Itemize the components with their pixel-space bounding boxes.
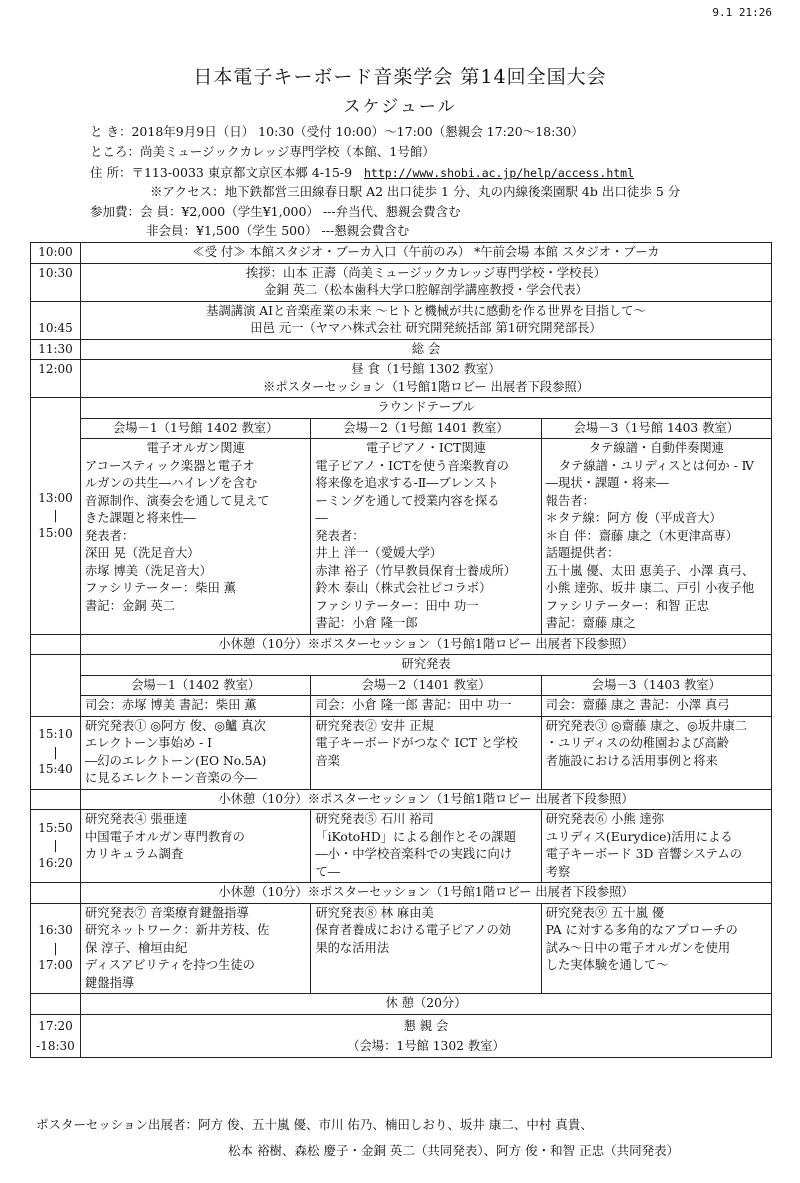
text-line: 深田 晃（洗足音大） [85,546,200,560]
venue-2: 会場－2（1号館 1401 教室） [311,418,541,439]
slot1-col2 [311,716,541,789]
time-cell: 10:00 [31,243,81,264]
time-start: 15:10 [38,727,73,742]
text-line: ―小・中学校音楽科での実践に向け [315,847,513,861]
roundtable-heading: ラウンドテーブル [81,398,772,419]
text-line: 将来像を追求する-Ⅱ―ブレンスト [315,476,499,490]
row-research-venues [31,675,772,696]
row-roundtable-heading [31,398,772,419]
greeting-line: 金銅 英二（松本歯科大学口腔解剖学講座教授・学会代表） [264,283,588,297]
text-line: 研究発表⑤ 石川 裕司 [315,812,434,826]
time-sep: | [53,838,58,853]
text-line: 果的な活用法 [315,940,390,955]
row-slot1 [31,716,772,789]
greeting-line: 挨拶：山本 正壽（尚美ミュージックカレッジ専門学校・学校長） [246,265,606,280]
text-line: 鈴木 泰山（株式会社ピコラボ） [315,581,492,595]
banquet-venue: （会場：1号館 1302 教室） [347,1038,505,1053]
roundtable-col1 [81,439,311,635]
schedule-table [30,242,772,1058]
keynote-cell [81,301,772,339]
text-line: 電子ピアノ・ICTを使う音楽教育の [315,458,509,473]
page-subtitle: スケジュール [343,97,457,117]
row-slot2 [31,810,772,883]
slot3-col2 [311,903,541,994]
info-date: と き：2018年9月9日（日） 10:30（受付 10:00）～17:00（懇親会 17:20～18:30） [90,124,584,139]
chair-2: 司会：小倉 隆一郎 書記：田中 功一 [311,696,541,717]
time-cell: 10:30 [31,263,81,301]
slot2-col2 [311,810,541,883]
text-line: 研究発表② 安井 正規 [315,718,434,733]
text-line: 研究発表④ 張亜達 [85,812,188,826]
research-heading: 研究発表 [81,655,772,676]
time-cell [31,789,81,810]
text-line: ルガンの共生―ハイレゾを含む [85,476,258,490]
row-general [31,339,772,360]
general-meeting: 総 会 [81,339,772,360]
time-cell: 12:00 [31,360,81,398]
row-slot3 [31,903,772,994]
text-line: ファシリテーター：田中 功一 [315,598,479,613]
text-line: PA に対する多角的なアプローチの [545,923,738,937]
info-url-link[interactable]: http://www.shobi.ac.jp/help/access.html [364,166,635,180]
reception-text: ≪受 付≫ 本館スタジオ・ブーカ入口（午前のみ） *午前会場 本館 スタジオ・ブーカ [81,243,772,264]
time-end: 15:40 [38,762,73,777]
text-line: 書記：金銅 英二 [85,598,175,613]
text-line: 保 淳子、檜垣由紀 [85,940,188,955]
time-sep: | [53,744,58,759]
text-line: 中国電子オルガン専門教育の [85,829,245,844]
venue-1: 会場－1（1号館 1402 教室） [81,418,311,439]
text-line: 話題提供者： [545,546,620,560]
text-line: 井上 洋一（愛媛大学） [315,546,443,560]
roundtable-col3 [541,439,771,635]
text-line: 赤津 裕子（竹早教員保育士養成所） [315,563,516,578]
greeting-cell [81,263,772,301]
text-line: 電子ピアノ・ICT関連 [366,441,486,455]
row-reception [31,243,772,264]
time-cell [31,994,81,1015]
text-line: 報告者： [545,493,595,508]
time-end: 15:00 [38,525,73,540]
slot1-col3 [541,716,771,789]
row-research-heading [31,655,772,676]
lunch-cell [81,360,772,398]
info-access: ※アクセス：地下鉄都営三田線春日駅 A2 出口徒歩 1 分、丸の内線後楽園駅 4b 出口徒歩 5 分 [150,184,681,199]
text-line: 試み～日中の電子オルガンを使用 [545,940,731,955]
page-title: 日本電子キーボード音楽学会 第14回全国大会 [193,66,607,88]
text-line: アコースティック楽器と電子オ [85,458,255,473]
slot2-col1 [81,810,311,883]
text-line: 小熊 達弥、坂井 康二、戸引 小夜子他 [545,581,755,595]
venue-3: 会場－3（1号館 1403 教室） [541,418,771,439]
text-line: 研究ネットワーク：新井芳枝、佐 [85,923,270,937]
slot1-col1 [81,716,311,789]
text-line: 鍵盤指導 [85,975,135,990]
text-line: タテ線譜・自動伴奏関連 [588,441,724,455]
info-fee-nonmember: 非会員：¥1,500（学生 500） ---懇親会費含む [146,223,410,238]
text-line: ーミングを通して授業内容を探る [315,493,500,508]
row-lunch [31,360,772,398]
text-line: 発表者： [315,528,365,543]
text-line: ディスアビリティを持つ生徒の [85,958,255,972]
text-line: 発表者： [85,528,135,543]
venue-1: 会場－1（1402 教室） [81,675,311,696]
slot2-col3 [541,810,771,883]
time-cell [31,903,81,994]
text-line: ＊タテ線：阿方 俊（平成音大） [545,511,722,525]
time-sep: | [53,940,58,955]
info-address-text: 住 所：〒113-0033 東京都文京区本郷 4-15-9 [90,165,353,180]
text-line: 音楽 [315,753,340,768]
time-sep: | [53,508,58,522]
text-line: 電子キーボードがつなぐ ICT と学校 [315,736,518,750]
banquet-title: 懇 親 会 [403,1018,449,1033]
keynote-title: 基調講演 AIと音楽産業の未来 ～ヒトと機械が共に感動を作る世界を目指して～ [206,303,646,318]
text-line: ―現状・課題・将来― [545,476,669,490]
time-cell [31,398,81,635]
page-stamp: 9.1 21:26 [712,6,772,19]
poster-presenters-line1: ポスターセッション出展者：阿方 俊、五十嵐 優、市川 佑乃、楠田しおり、坂井 康二、中村 真貴、 [36,1117,593,1132]
text-line: 研究発表⑧ 林 麻由美 [315,905,434,920]
text-line: ―幻のエレクトーン(EO No.5A) [85,753,267,768]
text-line: タテ線譜・ユリディスとは何か - Ⅳ [558,458,754,473]
time-start: 16:30 [38,923,73,937]
time-start: 17:20 [38,1018,73,1033]
time-end: -18:30 [36,1038,75,1053]
text-line: ― [315,511,328,525]
text-line: ファシリテーター：柴田 薫 [85,581,236,595]
text-line: きた課題と将来性― [85,511,196,525]
text-line: 音源制作、演奏会を通して見えて [85,493,270,508]
slot3-col3 [541,903,771,994]
row-break [31,883,772,904]
text-line: 書記：齋藤 康之 [545,616,636,630]
text-line: 研究発表⑨ 五十嵐 優 [545,905,665,920]
roundtable-col2 [311,439,541,635]
text-line: 研究発表① ◎阿方 俊、◎鱸 真次 [85,718,266,733]
text-line: に見るエレクトーン音楽の今― [85,771,257,785]
time-cell [31,810,81,883]
row-rest [31,994,772,1015]
row-greeting [31,263,772,301]
text-line: カリキュラム調査 [85,847,184,861]
text-line: 保育者養成における電子ピアノの効 [315,923,512,937]
text-line: 五十嵐 優、太田 恵美子、小澤 真弓、 [545,563,755,578]
row-break [31,634,772,655]
poster-note: ※ポスターセッション（1号館1階ロビー 出展者下段参照） [263,379,589,394]
time-cell: 11:30 [31,339,81,360]
row-research-chairs [31,696,772,717]
text-line: 研究発表⑥ 小熊 達弥 [545,812,665,826]
text-line: ユリディス(Eurydice)活用による [545,829,733,844]
info-fee-member: 参加費：会 員：¥2,000（学生¥1,000） ---弁当代、懇親会費含む [90,204,461,219]
text-line: 赤塚 博美（洗足音大） [85,563,212,578]
text-line: 研究発表③ ◎齋藤 康之、◎坂井康二 [545,718,748,733]
lunch-line: 昼 食（1号館 1302 教室） [351,362,501,376]
rest-text: 休 憩（20分） [81,994,772,1015]
keynote-speaker: 田邑 元一（ヤマハ株式会社 研究開発統括部 第1研究開発部長） [250,321,602,335]
info-address [90,163,634,181]
venue-3: 会場－3（1403 教室） [541,675,771,696]
chair-3: 司会：齋藤 康之 書記：小澤 真弓 [541,696,771,717]
row-banquet [31,1014,772,1057]
time-start: 13:00 [38,490,73,505]
time-cell [31,634,81,655]
time-cell: 10:45 [31,301,81,339]
text-line: エレクトーン事始め - Ⅰ [85,736,213,750]
time-cell [31,1014,81,1057]
text-line: 「iKotoHD」による創作とその課題 [315,829,517,844]
slot3-col1 [81,903,311,994]
time-cell [31,716,81,789]
poster-presenters-line2: 松本 裕樹、森松 慶子・金銅 英二（共同発表）、阿方 俊・和智 正忠（共同発表） [228,1143,680,1158]
text-line: て― [315,864,340,879]
time-cell [31,883,81,904]
break-text: 小休憩（10分）※ポスターセッション（1号館1階ロビー 出展者下段参照） [81,634,772,655]
time-end: 17:00 [38,958,73,972]
venue-2: 会場－2（1401 教室） [311,675,541,696]
row-roundtable-content [31,439,772,635]
break-text: 小休憩（10分）※ポスターセッション（1号館1階ロビー 出展者下段参照） [81,789,772,810]
text-line: した実体験を通して～ [545,958,669,972]
chair-1: 司会：赤塚 博美 書記：柴田 薫 [81,696,311,717]
break-text: 小休憩（10分）※ポスターセッション（1号館1階ロビー 出展者下段参照） [81,883,772,904]
text-line: 電子キーボード 3D 音響システムの [545,847,743,861]
text-line: 考察 [545,864,571,879]
text-line: ファシリテーター：和智 正忠 [545,598,709,613]
time-start: 15:50 [38,820,73,835]
info-place: ところ：尚美ミュージックカレッジ専門学校（本館、1号館） [90,144,435,159]
text-line: ＊自 伴：齋藤 康之（木更津高専） [545,528,738,543]
row-keynote [31,301,772,339]
time-cell [31,655,81,717]
row-roundtable-venues [31,418,772,439]
text-line: 電子オルガン関連 [146,441,245,455]
time-end: 16:20 [38,855,73,870]
row-break [31,789,772,810]
text-line: 書記：小倉 隆一郎 [315,616,418,630]
text-line: ・ユリディスの幼稚園および高齢 [545,736,729,750]
text-line: 者施設における活用事例と将来 [545,753,718,768]
banquet-cell [81,1014,772,1057]
text-line: 研究発表⑦ 音楽療育鍵盤指導 [85,905,249,920]
